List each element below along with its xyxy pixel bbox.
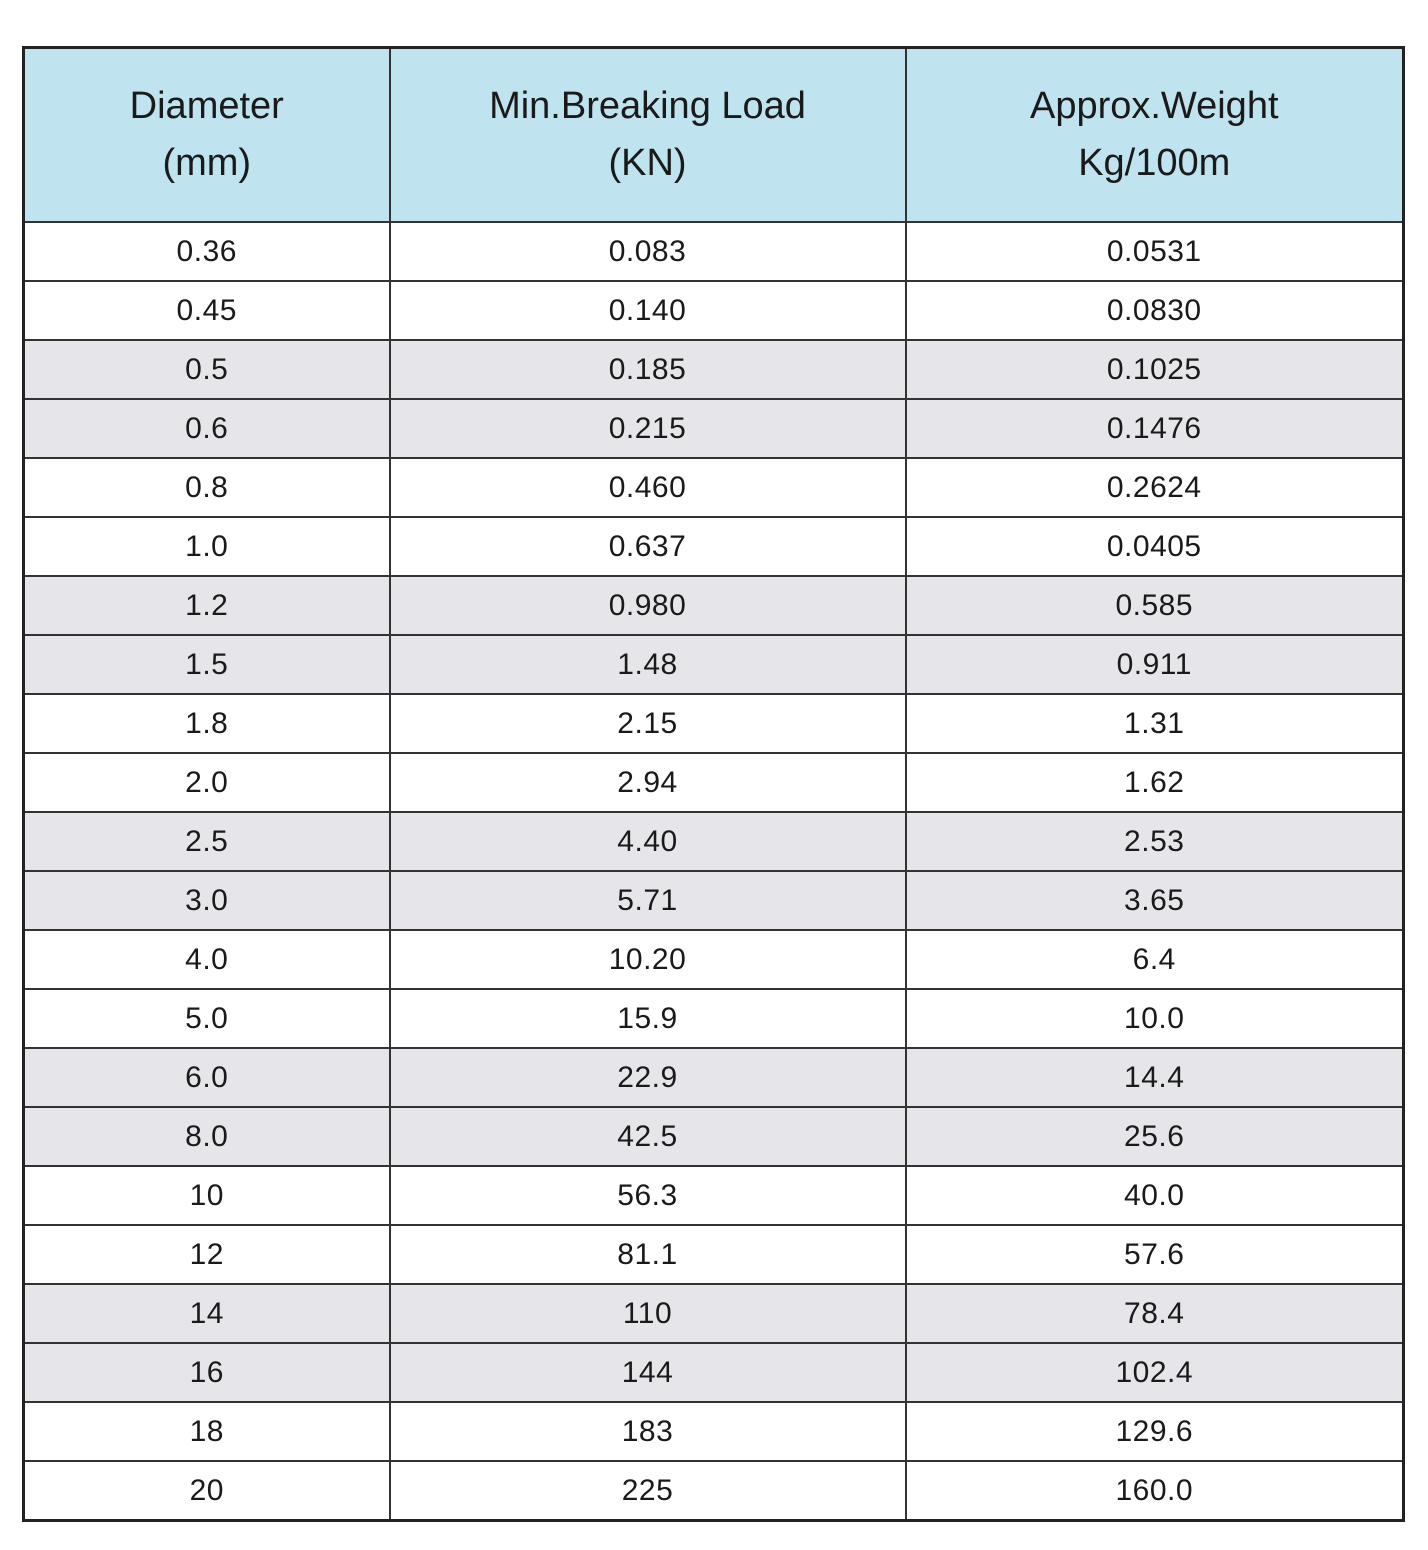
cell-min-breaking-load: 42.5 <box>390 1107 906 1166</box>
cell-approx-weight: 3.65 <box>906 871 1404 930</box>
cell-approx-weight: 102.4 <box>906 1343 1404 1402</box>
cell-min-breaking-load: 0.215 <box>390 399 906 458</box>
cell-approx-weight: 0.0531 <box>906 222 1404 281</box>
cell-min-breaking-load: 183 <box>390 1402 906 1461</box>
table-row <box>24 1343 1404 1402</box>
cell-diameter: 2.5 <box>24 812 390 871</box>
header-row <box>24 48 1404 223</box>
table-body <box>24 222 1404 1521</box>
table-row <box>24 281 1404 340</box>
table-row <box>24 340 1404 399</box>
cell-min-breaking-load: 0.185 <box>390 340 906 399</box>
table-row <box>24 222 1404 281</box>
table-row <box>24 812 1404 871</box>
cell-diameter: 6.0 <box>24 1048 390 1107</box>
cell-diameter: 0.45 <box>24 281 390 340</box>
cell-diameter: 20 <box>24 1461 390 1521</box>
table-row <box>24 694 1404 753</box>
cell-approx-weight: 160.0 <box>906 1461 1404 1521</box>
table-header <box>24 48 1404 223</box>
cell-min-breaking-load: 144 <box>390 1343 906 1402</box>
cell-min-breaking-load: 225 <box>390 1461 906 1521</box>
cell-min-breaking-load: 5.71 <box>390 871 906 930</box>
cell-min-breaking-load: 110 <box>390 1284 906 1343</box>
cell-diameter: 18 <box>24 1402 390 1461</box>
cell-approx-weight: 0.1476 <box>906 399 1404 458</box>
cell-approx-weight: 2.53 <box>906 812 1404 871</box>
table-row <box>24 1107 1404 1166</box>
cell-approx-weight: 78.4 <box>906 1284 1404 1343</box>
cell-diameter: 1.8 <box>24 694 390 753</box>
cell-diameter: 0.8 <box>24 458 390 517</box>
cell-min-breaking-load: 0.460 <box>390 458 906 517</box>
cell-approx-weight: 10.0 <box>906 989 1404 1048</box>
cell-diameter: 1.0 <box>24 517 390 576</box>
cell-diameter: 2.0 <box>24 753 390 812</box>
cell-diameter: 1.2 <box>24 576 390 635</box>
cell-min-breaking-load: 4.40 <box>390 812 906 871</box>
cell-approx-weight: 0.585 <box>906 576 1404 635</box>
cell-min-breaking-load: 0.083 <box>390 222 906 281</box>
cell-min-breaking-load: 2.94 <box>390 753 906 812</box>
cell-approx-weight: 0.2624 <box>906 458 1404 517</box>
specification-table <box>22 46 1405 1522</box>
header-diameter: Diameter (mm) <box>24 48 390 223</box>
table-row <box>24 871 1404 930</box>
table-row <box>24 458 1404 517</box>
cell-approx-weight: 1.62 <box>906 753 1404 812</box>
cell-approx-weight: 25.6 <box>906 1107 1404 1166</box>
cell-diameter: 5.0 <box>24 989 390 1048</box>
table-row <box>24 930 1404 989</box>
cell-min-breaking-load: 22.9 <box>390 1048 906 1107</box>
table-row <box>24 1461 1404 1521</box>
cell-approx-weight: 1.31 <box>906 694 1404 753</box>
cell-approx-weight: 14.4 <box>906 1048 1404 1107</box>
table-row <box>24 576 1404 635</box>
table-row <box>24 1284 1404 1343</box>
cell-approx-weight: 57.6 <box>906 1225 1404 1284</box>
cell-approx-weight: 0.0830 <box>906 281 1404 340</box>
table-row <box>24 1402 1404 1461</box>
cell-diameter: 12 <box>24 1225 390 1284</box>
table-row <box>24 635 1404 694</box>
table-row <box>24 989 1404 1048</box>
cell-min-breaking-load: 1.48 <box>390 635 906 694</box>
cell-diameter: 14 <box>24 1284 390 1343</box>
cell-diameter: 0.6 <box>24 399 390 458</box>
cell-min-breaking-load: 56.3 <box>390 1166 906 1225</box>
header-min-breaking-load: Min.Breaking Load (KN) <box>390 48 906 223</box>
cell-diameter: 16 <box>24 1343 390 1402</box>
cell-approx-weight: 0.911 <box>906 635 1404 694</box>
cell-diameter: 3.0 <box>24 871 390 930</box>
cell-diameter: 0.36 <box>24 222 390 281</box>
cell-diameter: 1.5 <box>24 635 390 694</box>
table-row <box>24 399 1404 458</box>
cell-approx-weight: 40.0 <box>906 1166 1404 1225</box>
cell-approx-weight: 0.0405 <box>906 517 1404 576</box>
cell-min-breaking-load: 0.140 <box>390 281 906 340</box>
table-row <box>24 1048 1404 1107</box>
cell-diameter: 4.0 <box>24 930 390 989</box>
table-row <box>24 1166 1404 1225</box>
table-row <box>24 517 1404 576</box>
cell-diameter: 10 <box>24 1166 390 1225</box>
table-row <box>24 1225 1404 1284</box>
cell-diameter: 0.5 <box>24 340 390 399</box>
cell-approx-weight: 0.1025 <box>906 340 1404 399</box>
cell-min-breaking-load: 2.15 <box>390 694 906 753</box>
header-approx-weight: Approx.Weight Kg/100m <box>906 48 1404 223</box>
cell-approx-weight: 129.6 <box>906 1402 1404 1461</box>
table-row <box>24 753 1404 812</box>
cell-min-breaking-load: 81.1 <box>390 1225 906 1284</box>
cell-min-breaking-load: 0.637 <box>390 517 906 576</box>
cell-min-breaking-load: 15.9 <box>390 989 906 1048</box>
cell-min-breaking-load: 10.20 <box>390 930 906 989</box>
cell-approx-weight: 6.4 <box>906 930 1404 989</box>
cell-min-breaking-load: 0.980 <box>390 576 906 635</box>
cell-diameter: 8.0 <box>24 1107 390 1166</box>
